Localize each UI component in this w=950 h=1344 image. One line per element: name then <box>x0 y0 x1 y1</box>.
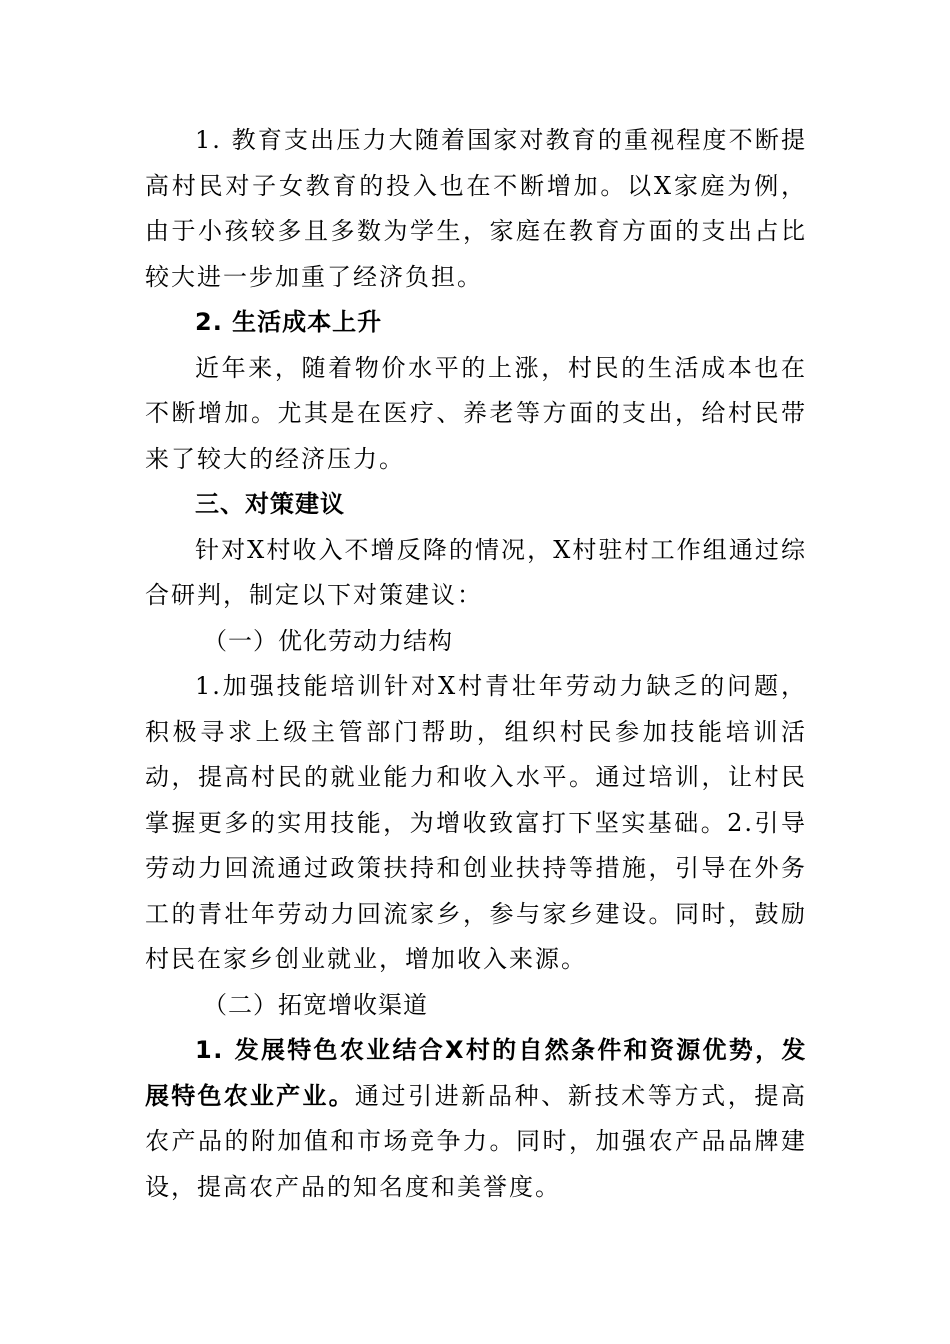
heading-living-cost: 2. 生活成本上升 <box>195 308 383 336</box>
paragraph-special-agriculture <box>145 1028 807 1210</box>
paragraph-special-agriculture-body: 通过引进新品种、新技术等方式，提高农产品的附加值和市场竞争力。同时，加强农产品品牌建设，提高农产品的知名度和美誉度。 <box>145 1081 807 1201</box>
document-page <box>145 118 807 1210</box>
paragraph-countermeasures-intro: 针对X村收入不增反降的情况，X村驻村工作组通过综合研判，制定以下对策建议： <box>145 535 807 609</box>
paragraph-labor-structure: 1.加强技能培训针对X村青壮年劳动力缺乏的问题，积极寻求上级主管部门帮助，组织村民参加技能培训活动，提高村民的就业能力和收入水平。通过培训，让村民掌握更多的实用技能，为增收致富打下坚实基础。2.引导劳动力回流通过政策扶持和创业扶持等措施，引导在外务工的青壮年劳动力回流家乡，参与家乡建设。同时，鼓励村民在家乡创业就业，增加收入来源。 <box>145 672 807 973</box>
paragraph-living-cost: 近年来，随着物价水平的上涨，村民的生活成本也在不断增加。尤其是在医疗、养老等方面的支出，给村民带来了较大的经济压力。 <box>145 353 807 473</box>
paragraph-education-cost: 1. 教育支出压力大随着国家对教育的重视程度不断提高村民对子女教育的投入也在不断增加。以X家庭为例，由于小孩较多且多数为学生，家庭在教育方面的支出占比较大进一步加重了经济负担。 <box>145 126 807 291</box>
subheading-labor-structure: （一）优化劳动力结构 <box>203 626 453 655</box>
paragraph-special-agriculture-lead: 1. 发展特色农业结合X村的自然条件和资源优势，发展特色农业产业。 <box>145 1036 807 1110</box>
subheading-income-channels: （二）拓宽增收渠道 <box>203 990 428 1019</box>
section-heading-countermeasures: 三、对策建议 <box>195 490 345 518</box>
